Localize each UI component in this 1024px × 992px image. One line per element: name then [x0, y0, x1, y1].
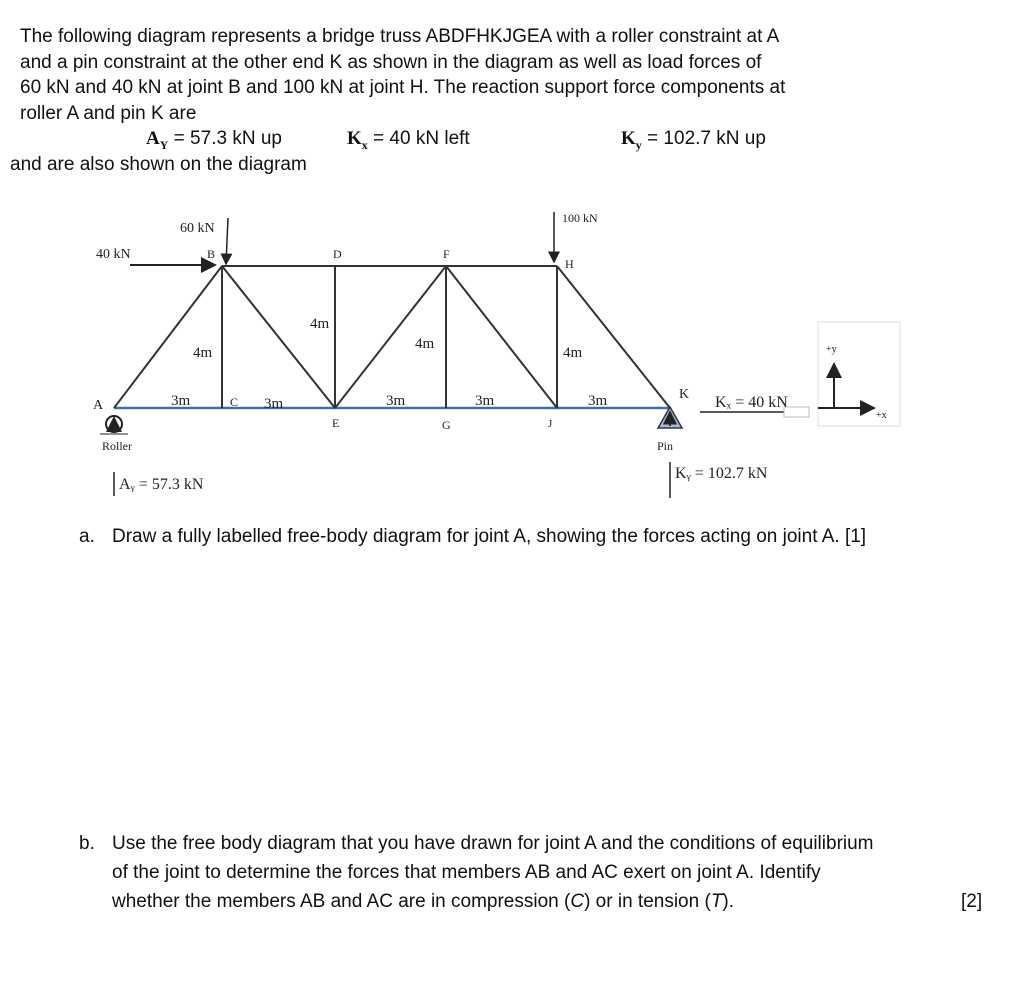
kx-reaction-label: Kₓ = 40 kN [715, 394, 788, 411]
joint-e: E [332, 416, 340, 430]
dim-4m-de: 4m [310, 316, 330, 332]
dim-3m-ac: 3m [171, 393, 191, 409]
joint-f: F [443, 247, 450, 261]
kx-symbol: K [347, 128, 362, 149]
ky-symbol: K [621, 128, 636, 149]
dim-3m-gj: 3m [475, 393, 495, 409]
dim-3m-jk: 3m [588, 393, 608, 409]
intro-line-2: and a pin constraint at the other end K as shown in the diagram as well as load forces of [20, 51, 762, 73]
kx-subscript: x [361, 137, 368, 152]
joint-k: K [679, 387, 690, 402]
joint-d: D [333, 247, 342, 261]
load-40kn-label: 40 kN [96, 247, 131, 262]
question-b-marks: [2] [961, 891, 983, 912]
joint-j: J [548, 418, 553, 430]
tension-symbol: T [710, 891, 723, 912]
intro-line-after: and are also shown on the diagram [10, 154, 307, 175]
load-40kn [96, 247, 215, 265]
joint-a: A [93, 398, 104, 413]
ky-subscript: y [635, 137, 642, 152]
member-fj [446, 266, 557, 408]
dim-4m-ab: 4m [193, 345, 213, 361]
load-100kn [554, 211, 598, 262]
question-b-line3-pre: whether the members AB and AC are in compression ( [112, 891, 571, 912]
truss-members [114, 266, 670, 408]
dim-3m-eg: 3m [386, 393, 406, 409]
joint-b: B [207, 247, 216, 261]
question-b-letter: b. [79, 833, 95, 854]
intro-line-1: The following diagram represents a bridge truss ABDFHKJGEA with a roller constraint at A [20, 26, 780, 47]
load-60kn-label: 60 kN [180, 221, 215, 236]
member-hk [557, 266, 670, 408]
pin-label: Pin [657, 439, 674, 453]
ky-reaction [670, 462, 768, 498]
intro-line-3: 60 kN and 40 kN at joint B and 100 kN at joint H. The reaction support force components at [20, 77, 786, 98]
question-b-line3-mid: ) or in tension ( [584, 891, 711, 912]
joint-c: C [230, 395, 239, 409]
question-a-letter: a. [79, 526, 95, 547]
kx-value: = 40 kN left [367, 128, 470, 149]
intro-line-4: roller A and pin K are [20, 102, 197, 124]
question-b-line3-post: ). [722, 891, 735, 912]
ay-reaction-label: Aᵧ = 57.3 kN [119, 476, 204, 493]
coordinate-axes [818, 322, 900, 426]
joint-g: G [442, 418, 451, 432]
ay-value: = 57.3 kN up [168, 128, 282, 149]
compression-symbol: C [570, 891, 585, 912]
ky-reaction-label: Kᵧ = 102.7 kN [675, 465, 768, 482]
dim-4m-hj: 4m [563, 345, 583, 361]
axis-x-label: +x [876, 410, 887, 421]
roller-support [100, 416, 132, 453]
joint-h: H [565, 257, 574, 271]
pin-support [657, 407, 682, 453]
question-b-line2: of the joint to determine the forces that members AB and AC exert on joint A. Identify [112, 862, 821, 883]
dim-4m-fg: 4m [415, 336, 435, 352]
question-a-text: Draw a fully labelled free-body diagram for joint A, showing the forces acting on joint A. [1] [112, 526, 867, 547]
member-be [222, 266, 335, 408]
question-b-line1: Use the free body diagram that you have drawn for joint A and the conditions of equilibrium [112, 833, 874, 854]
question-b-line3 [112, 887, 734, 916]
dim-3m-ce: 3m [264, 396, 284, 412]
question-b [79, 829, 1019, 919]
axis-y-label: +y [826, 344, 837, 355]
load-60kn [180, 218, 228, 264]
roller-label: Roller [102, 439, 132, 453]
ky-value: = 102.7 kN up [641, 128, 766, 149]
question-a [79, 522, 1019, 552]
ay-symbol: A [146, 128, 160, 149]
ay-subscript: Y [159, 137, 169, 152]
ay-reaction [114, 472, 204, 496]
load-100kn-label: 100 kN [562, 211, 598, 225]
member-ab [114, 266, 222, 408]
kx-reaction [700, 394, 809, 417]
